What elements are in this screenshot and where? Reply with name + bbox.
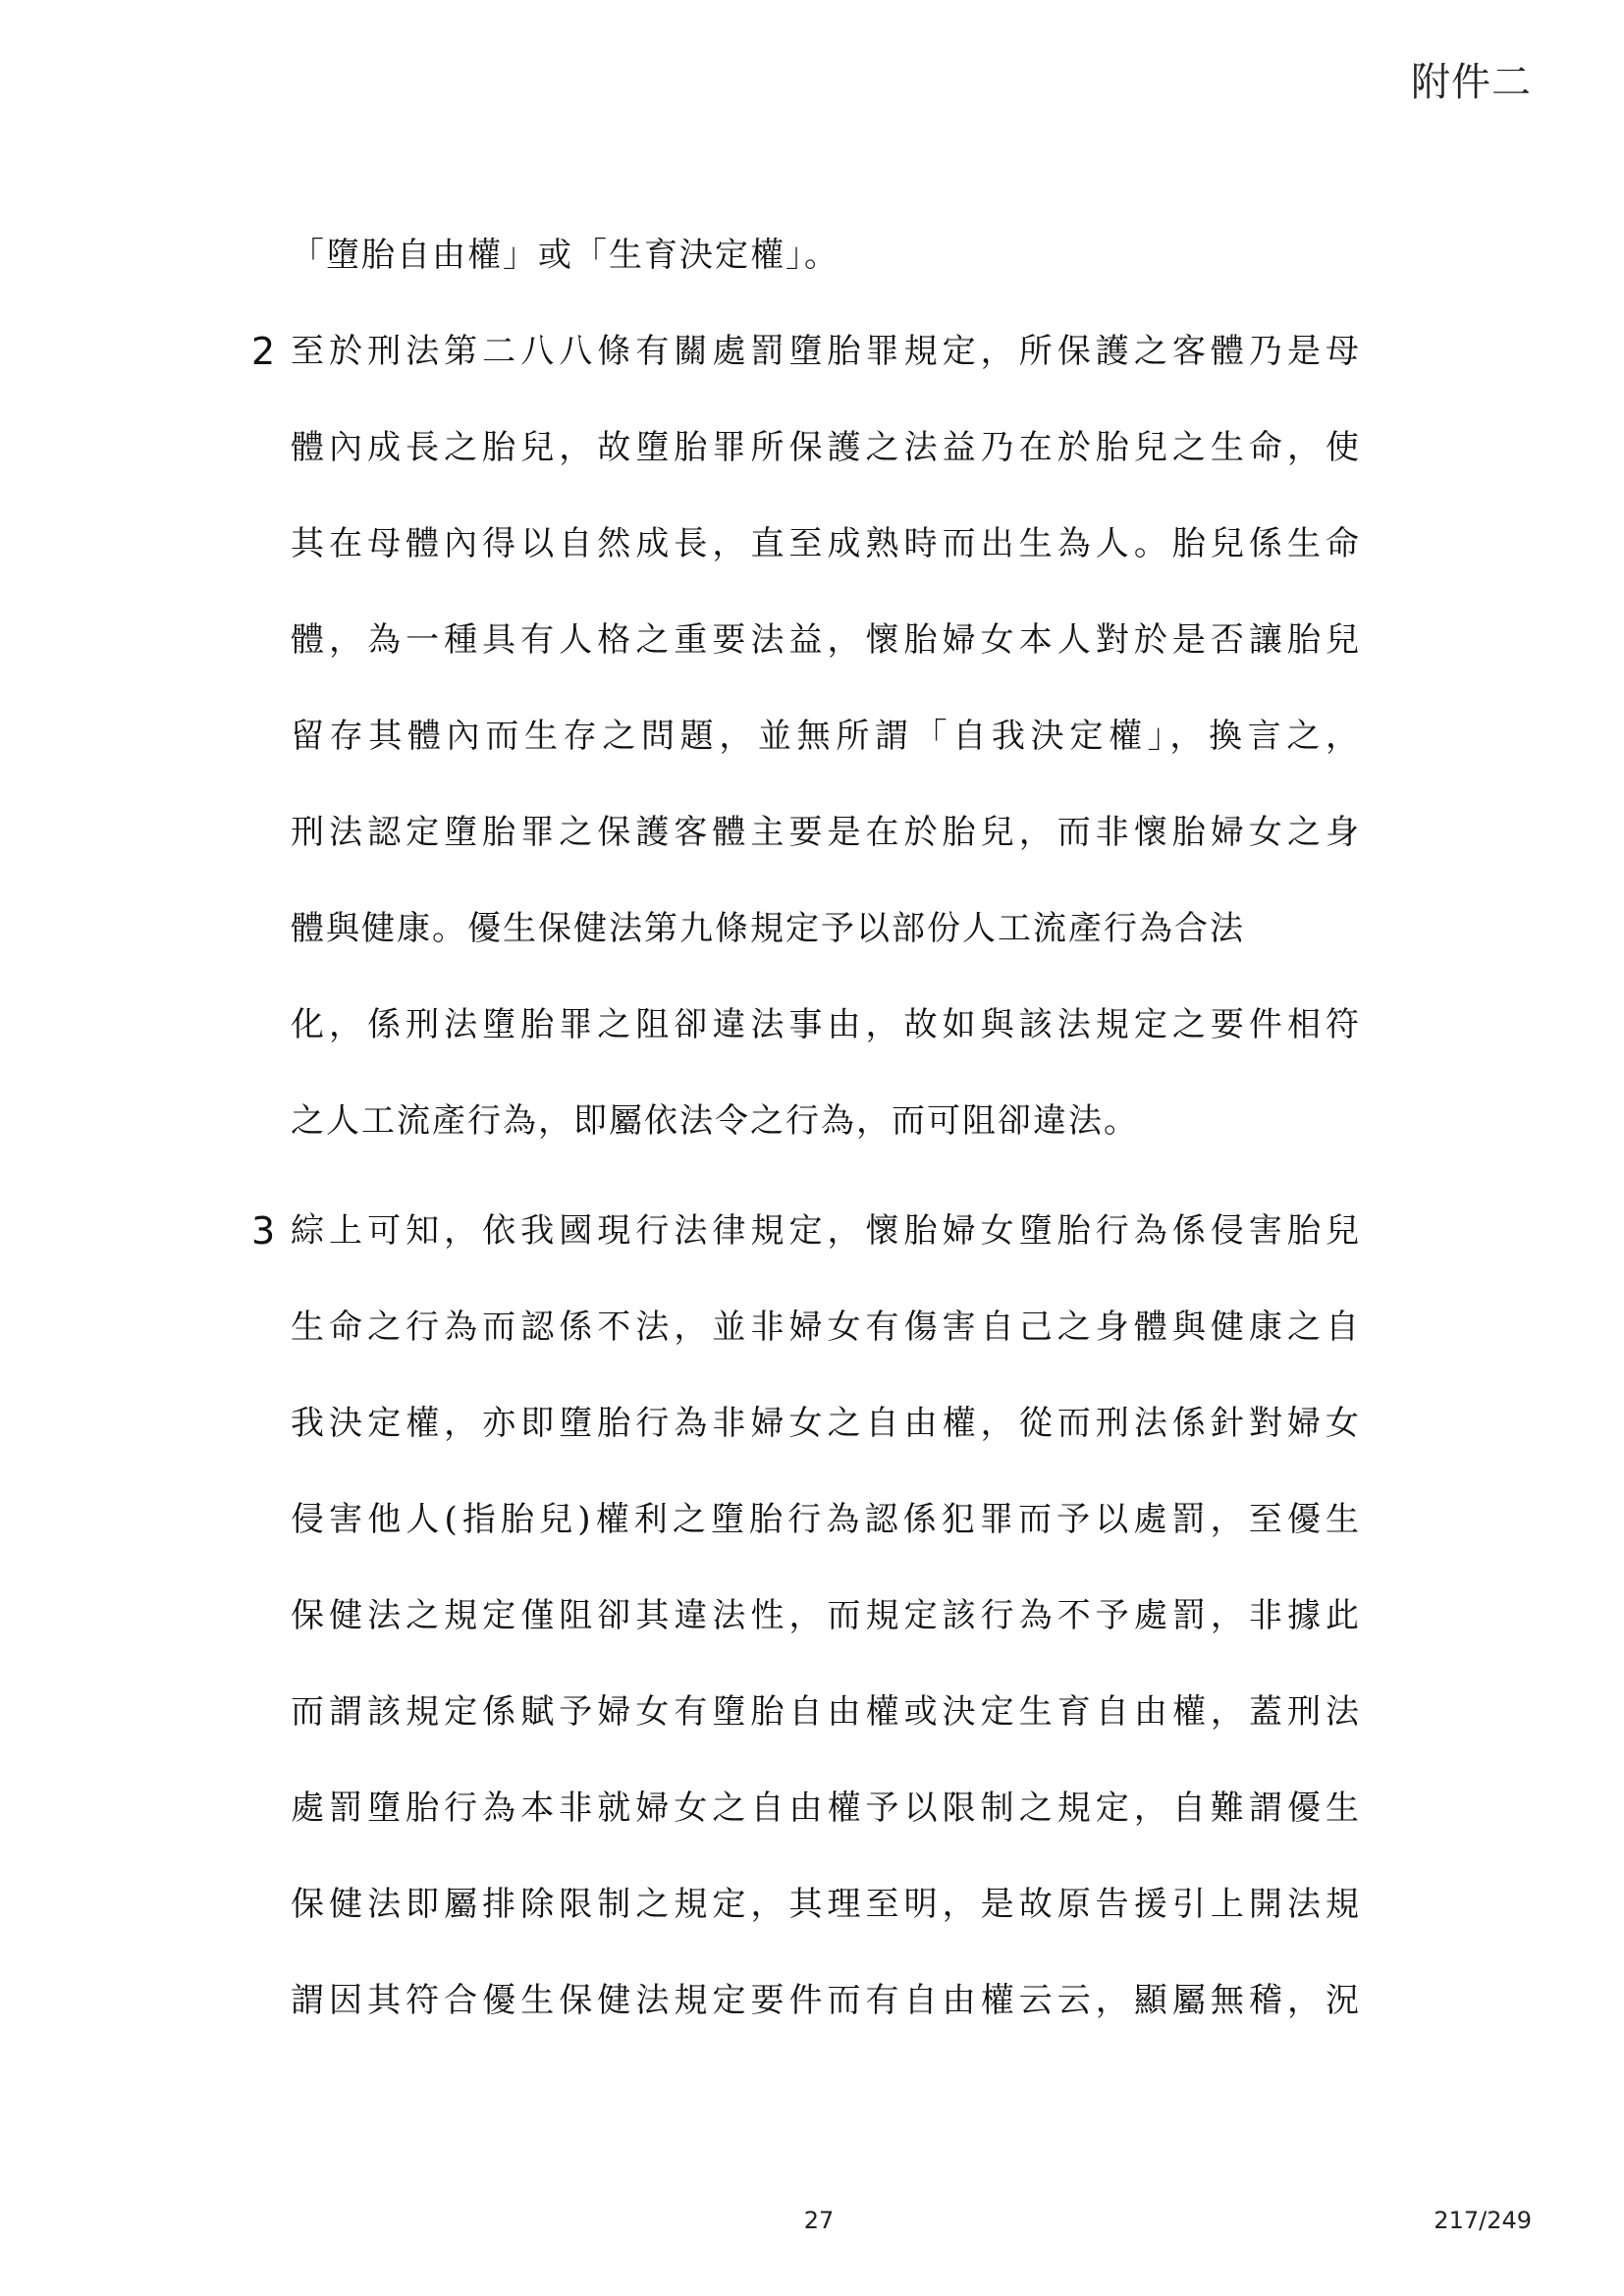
total-pages: 217/249 xyxy=(1434,2207,1532,2234)
text-line: 體與健康。優生保健法第九條規定予以部份人工流產行為合法 xyxy=(291,909,1245,948)
text-line: 留存其體內而生存之問題，並無所謂「自我決定權」，換言之， xyxy=(291,717,1361,756)
text-line: 體，為一種具有人格之重要法益，懷胎婦女本人對於是否讓胎兒 xyxy=(291,620,1361,660)
text-line: 謂因其符合優生保健法規定要件而有自由權云云，顯屬無稽，況 xyxy=(291,1981,1361,2020)
text-line: 「墮胎自由權」或「生育決定權」。 xyxy=(291,236,839,275)
text-line: 而謂該規定係賦予婦女有墮胎自由權或決定生育自由權，蓋刑法 xyxy=(291,1692,1361,1732)
text-line: 至於刑法第二八八條有關處罰墮胎罪規定，所保護之客體乃是母 xyxy=(291,332,1361,371)
text-line: 我決定權，亦即墮胎行為非婦女之自由權，從而刑法係針對婦女 xyxy=(291,1404,1361,1443)
page-number: 27 xyxy=(803,2207,835,2234)
text-line: 其在母體內得以自然成長，直至成熟時而出生為人。胎兒係生命 xyxy=(291,524,1361,563)
text-line: 之人工流產行為，即屬依法令之行為，而可阻卻違法。 xyxy=(291,1101,1139,1141)
item-number-3: 3 xyxy=(251,1209,276,1253)
text-line: 化，係刑法墮胎罪之阻卻違法事由，故如與該法規定之要件相符 xyxy=(291,1005,1361,1044)
text-line: 侵害他人(指胎兒)權利之墮胎行為認係犯罪而予以處罰，至優生 xyxy=(291,1500,1361,1539)
text-line: 保健法之規定僅阻卻其違法性，而規定該行為不予處罰，非據此 xyxy=(291,1596,1361,1635)
text-line: 刑法認定墮胎罪之保護客體主要是在於胎兒，而非懷胎婦女之身 xyxy=(291,813,1361,852)
text-line: 生命之行為而認係不法，並非婦女有傷害自己之身體與健康之自 xyxy=(291,1308,1361,1347)
text-line: 綜上可知，依我國現行法律規定，懷胎婦女墮胎行為係侵害胎兒 xyxy=(291,1211,1361,1251)
text-line: 體內成長之胎兒，故墮胎罪所保護之法益乃在於胎兒之生命，使 xyxy=(291,428,1361,467)
text-line: 保健法即屬排除限制之規定，其理至明，是故原告援引上開法規 xyxy=(291,1885,1361,1924)
item-number-2: 2 xyxy=(251,330,276,373)
text-line: 處罰墮胎行為本非就婦女之自由權予以限制之規定，自難謂優生 xyxy=(291,1789,1361,1828)
attachment-label: 附件二 xyxy=(1411,60,1532,105)
